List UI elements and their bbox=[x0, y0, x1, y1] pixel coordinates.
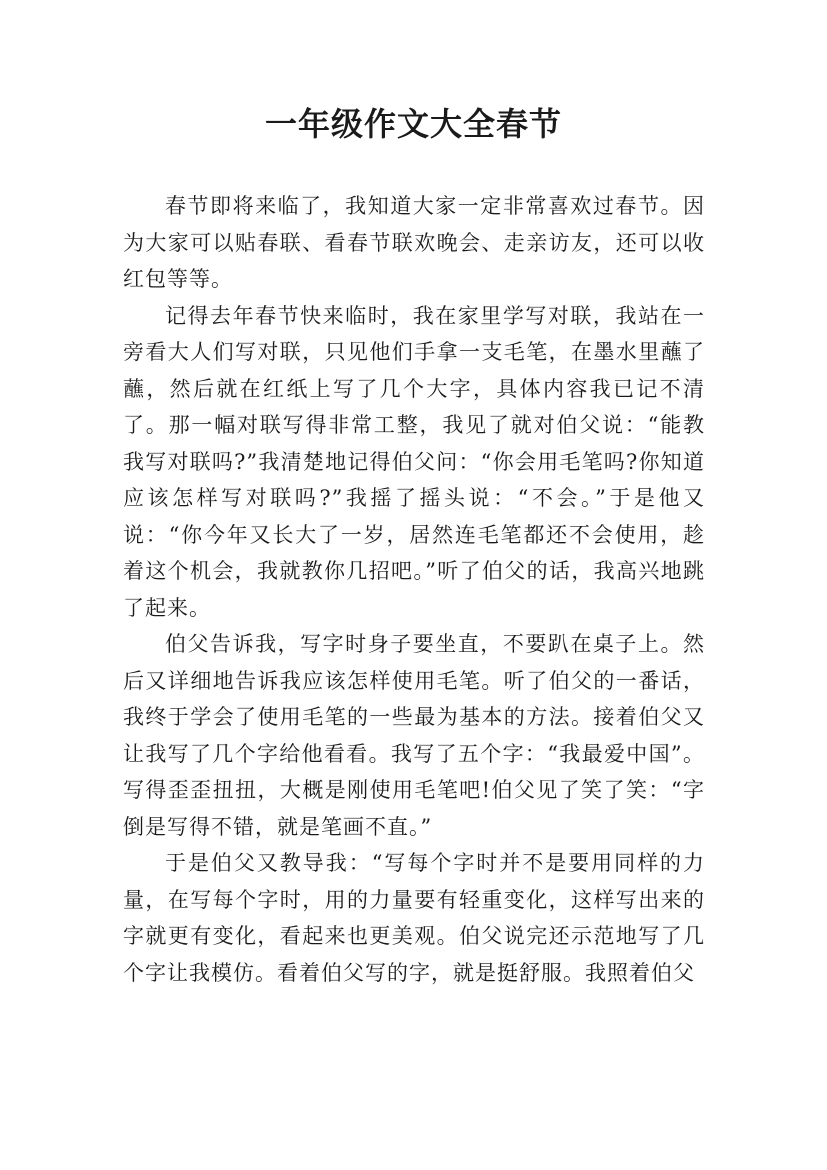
document-title: 一年级作文大全春节 bbox=[264, 105, 562, 143]
paragraph-1: 春节即将来临了，我知道大家一定非常喜欢过春节。因为大家可以贴春联、看春节联欢晚会、走亲访友，还可以收红包等等。 bbox=[123, 194, 705, 291]
document-body bbox=[123, 188, 705, 991]
paragraph-3: 伯父告诉我，写字时身子要坐直，不要趴在桌子上。然后又详细地告诉我应该怎样使用毛笔。听了伯父的一番话，我终于学会了使用毛笔的一些最为基本的方法。接着伯父又让我写了几个字给他看看。我写了五个字：“我最爱中国”。写得歪歪扭扭，大概是刚使用毛笔吧!伯父见了笑了笑：“字倒是写得不错，就是笔画不直。” bbox=[123, 632, 705, 839]
paragraph-2: 记得去年春节快来临时，我在家里学写对联，我站在一旁看大人们写对联，只见他们手拿一支毛笔，在墨水里蘸了蘸，然后就在红纸上写了几个大字，具体内容我已记不清了。那一幅对联写得非常工整，我见了就对伯父说：“能教我写对联吗?”我清楚地记得伯父问：“你会用毛笔吗?你知道应该怎样写对联吗?”我摇了摇头说：“不会。”于是他又说：“你今年又长大了一岁，居然连毛笔都还不会使用，趁着这个机会，我就教你几招吧。”听了伯父的话，我高兴地跳了起来。 bbox=[123, 303, 705, 620]
paragraph-4: 于是伯父又教导我：“写每个字时并不是要用同样的力量，在写每个字时，用的力量要有轻重变化，这样写出来的字就更有变化，看起来也更美观。伯父说完还示范地写了几个字让我模仿。看着伯父写的字，就是挺舒服。我照着伯父 bbox=[123, 851, 705, 985]
